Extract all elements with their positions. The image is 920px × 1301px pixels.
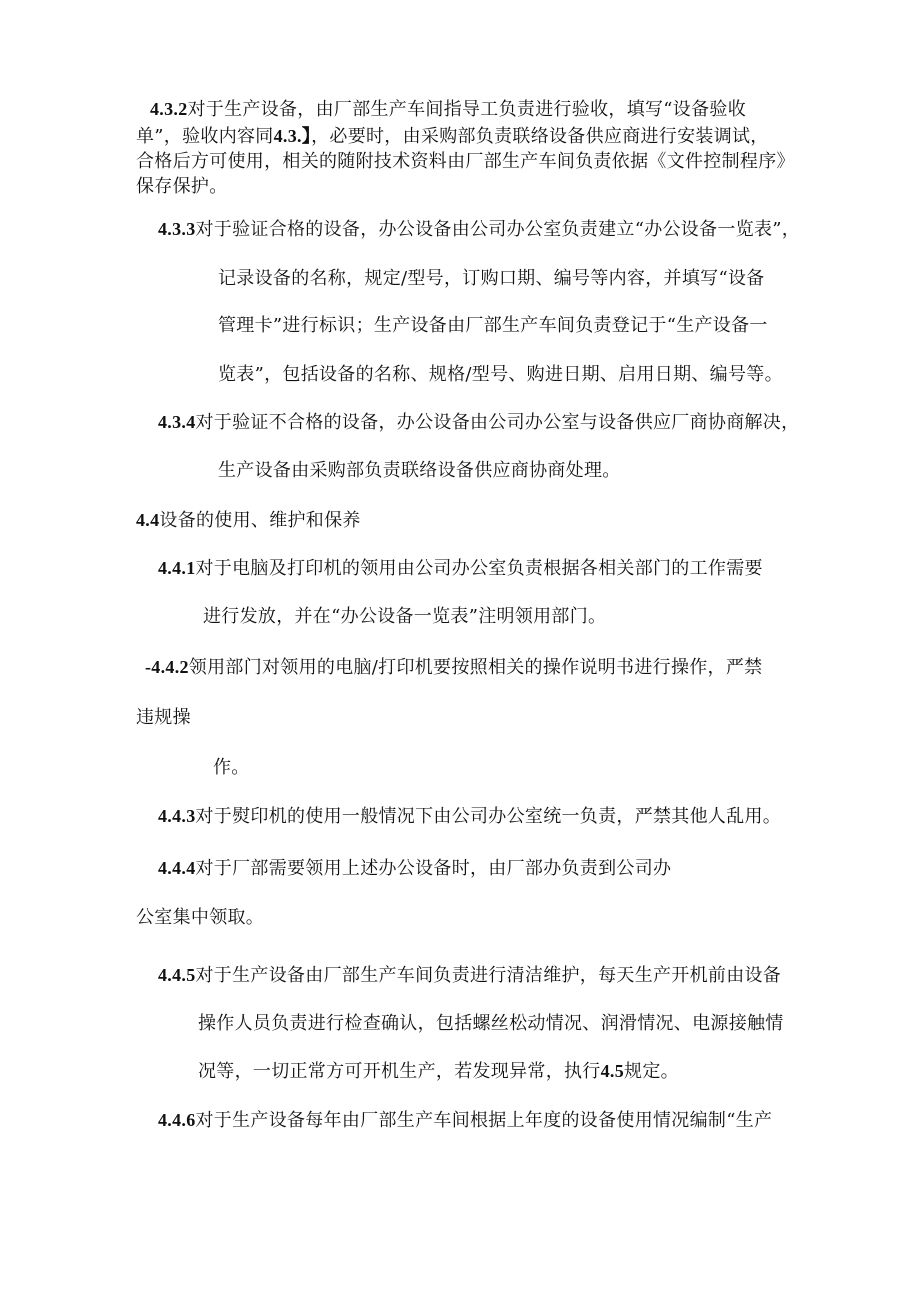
clause-text: 对于熨印机的使用一般情况下由公司办公室统一负责，严禁其他人乱用。 xyxy=(195,806,782,827)
clause-4-4-5-line-2 xyxy=(198,1012,784,1036)
clause-4-4-2-line-3 xyxy=(213,756,250,780)
clause-4-4-4-line-1 xyxy=(158,856,671,881)
clause-text: 作。 xyxy=(213,757,250,778)
clause-4-4-2-line-1 xyxy=(145,655,762,680)
clause-4-4-2-line-2 xyxy=(136,706,191,730)
clause-text: 对于生产设备由厂部生产车间负责进行清洁维护，每天生产开机前由设备 xyxy=(195,965,782,986)
clause-4-3-2-line-2 xyxy=(136,124,769,149)
clause-4-3-3-line-2 xyxy=(218,267,765,291)
clause-4-4-5-line-1 xyxy=(158,963,781,988)
clause-number: 4.3.2 xyxy=(150,99,188,119)
clause-text: 保存保护。 xyxy=(136,176,228,197)
section-title: 设备的使用、维护和保养 xyxy=(159,510,361,531)
clause-text: 对于电脑及打印机的领用由公司办公室负责根据各相关部门的工作需要 xyxy=(195,558,763,579)
clause-4-4-1-line-1 xyxy=(158,556,763,581)
clause-text: 公室集中领取。 xyxy=(136,907,265,928)
clause-number: 4.3.3 xyxy=(158,219,196,239)
clause-4-4-4-line-2 xyxy=(136,906,264,930)
clause-text: 操作人员负责进行检查确认，包括螺丝松动情况、润滑情况、电源接触情 xyxy=(198,1013,784,1034)
clause-4-3-2-line-3 xyxy=(136,150,795,174)
clause-text: 对于生产设备，由厂部生产车间指导工负责进行验收，填写“设备验收 xyxy=(187,99,746,120)
section-number: 4.4 xyxy=(136,510,160,530)
clause-4-3-3-line-1 xyxy=(158,217,800,242)
clause-text: 合格后方可使用，相关的随附技术资料由厂部生产车间负责依据《文件控制程序》 xyxy=(136,151,795,172)
clause-text: 记录设备的名称，规定/型号，订购口期、编号等内容，并填写“设备 xyxy=(218,268,765,289)
clause-text: 管理卡”进行标识；生产设备由厂部生产车间负责登记于“生产设备一 xyxy=(218,315,768,336)
clause-text: 规定。 xyxy=(624,1061,679,1082)
clause-number: 4.4.3 xyxy=(158,806,196,826)
clause-4-3-3-line-4 xyxy=(218,363,783,387)
clause-text: 违规操 xyxy=(136,707,191,728)
section-4-4-heading xyxy=(136,508,361,533)
clause-text: 单”，验收内容同 xyxy=(136,126,274,147)
clause-text: 对于生产设备每年由厂部生产车间根据上年度的设备使用情况编制“生产 xyxy=(195,1110,773,1131)
clause-4-3-2-line-4 xyxy=(136,175,228,199)
clause-4-4-3-line-1 xyxy=(158,804,781,829)
clause-4-3-4-line-2 xyxy=(218,459,621,483)
clause-text: 生产设备由采购部负责联络设备供应商协商处理。 xyxy=(218,460,621,481)
clause-ref: 4.5 xyxy=(600,1061,625,1081)
clause-4-3-4-line-1 xyxy=(158,410,799,435)
clause-4-4-6-line-1 xyxy=(158,1108,772,1133)
clause-text: 对于厂部需要领用上述办公设备时，由厂部办负责到公司办 xyxy=(195,858,672,879)
clause-number: 4.3.4 xyxy=(158,412,196,432)
clause-4-4-1-line-2 xyxy=(203,605,606,629)
clause-text: 领用部门对领用的电脑/打印机要按照相关的操作说明书进行操作，严禁 xyxy=(188,657,763,678)
clause-number: 4.4.6 xyxy=(158,1110,196,1130)
clause-ref: 4.3.】 xyxy=(273,126,312,146)
clause-text: 况等，一切正常方可开机生产，若发现异常，执行 xyxy=(198,1061,601,1082)
clause-text: 对于验证合格的设备，办公设备由公司办公室负责建立“办公设备一览表”， xyxy=(195,219,801,240)
clause-text: ，必要时，由采购部负责联络设备供应商进行安装调试， xyxy=(311,126,769,147)
clause-text: 对于验证不合格的设备，办公设备由公司办公室与设备供应厂商协商解决， xyxy=(195,412,800,433)
clause-number: 4.4.5 xyxy=(158,965,196,985)
clause-4-3-2-line-1 xyxy=(150,97,746,122)
clause-number: 4.4.4 xyxy=(158,858,196,878)
clause-number: 4.4.1 xyxy=(158,558,196,578)
clause-number: -4.4.2 xyxy=(145,657,189,677)
clause-4-4-5-line-3 xyxy=(198,1059,679,1084)
clause-text: 览表”，包括设备的名称、规格/型号、购进日期、启用日期、编号等。 xyxy=(218,364,783,385)
clause-text: 进行发放，并在“办公设备一览表”注明领用部门。 xyxy=(203,606,607,627)
clause-4-3-3-line-3 xyxy=(218,314,768,338)
